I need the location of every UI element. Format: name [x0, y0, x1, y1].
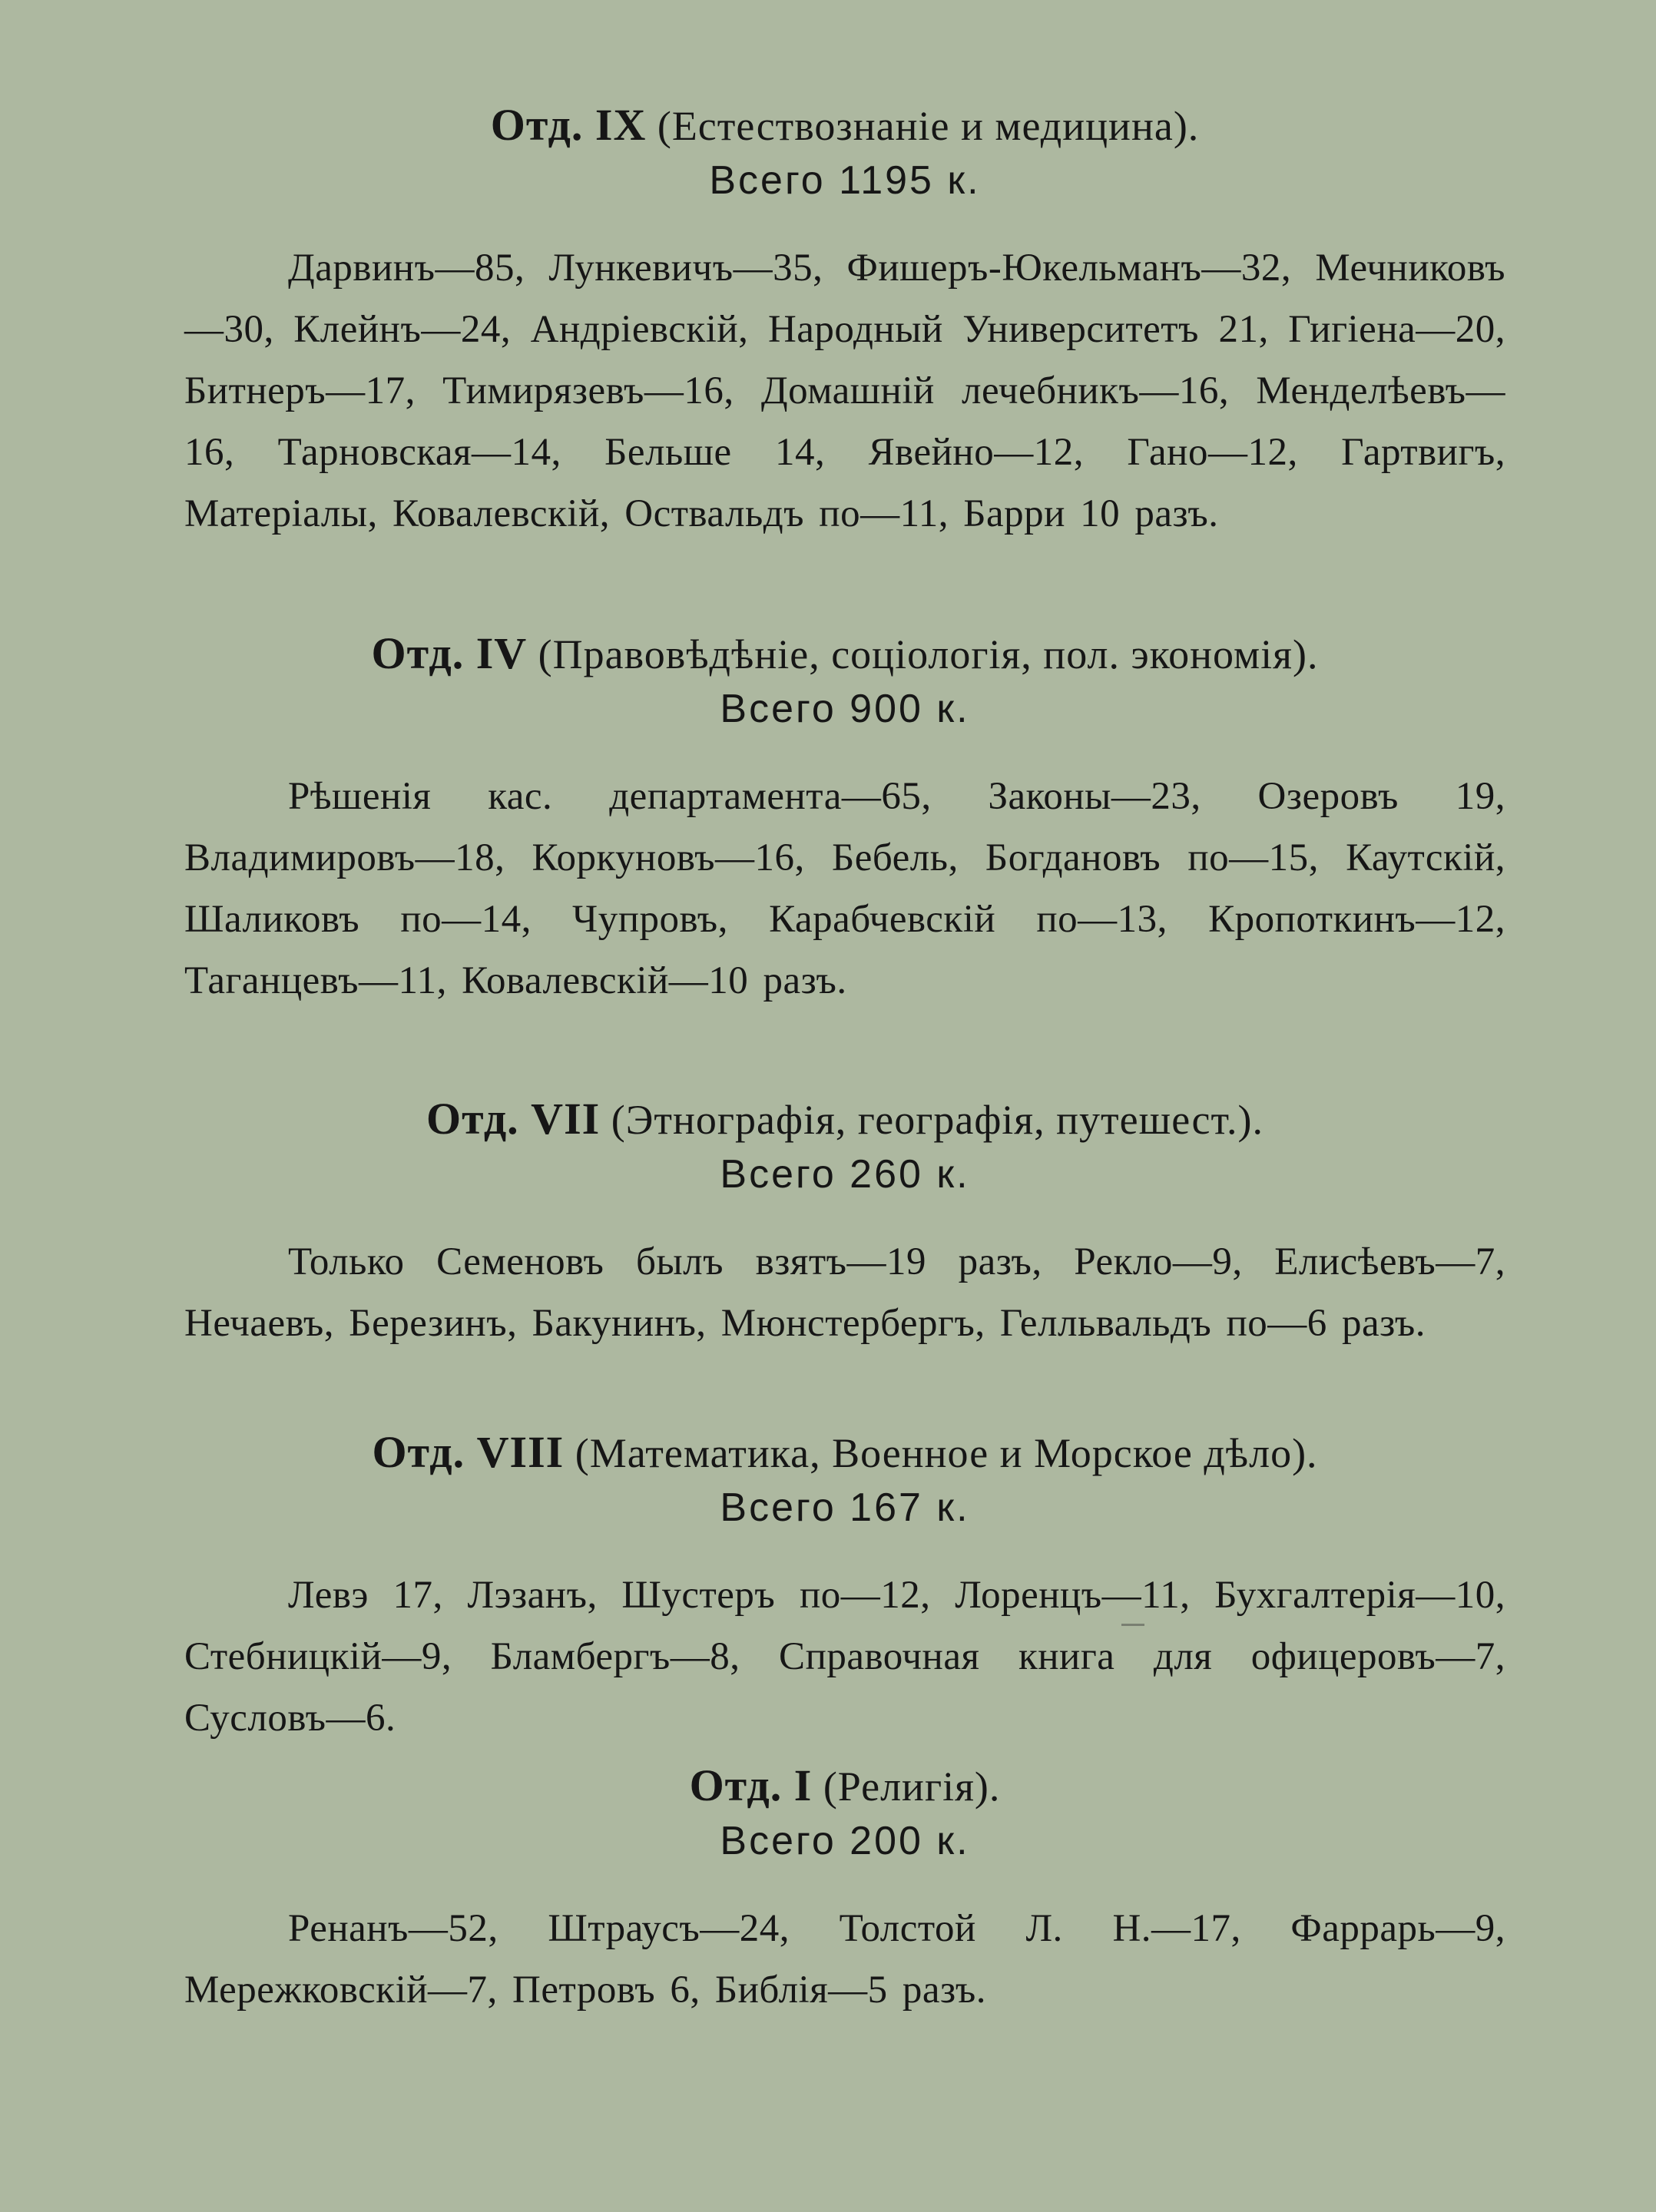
- department-total: Всего 167 к.: [720, 1485, 970, 1530]
- section-body-text: Левэ 17, Лэзанъ, Шустеръ по—12, Лоренцъ—11, Бухгалтерія—10, Стебницкій—9, Бламбергъ—8, Справочная книга для офицеровъ—7, Сусловъ—6.: [184, 1574, 1505, 1740]
- department-description: (Религія).: [823, 1763, 1001, 1810]
- section-dept-ix: [184, 98, 1505, 545]
- department-description: (Естествознаніе и медицина).: [657, 103, 1200, 149]
- department-description: (Правовѣдѣніе, соціологія, пол. экономія).: [538, 631, 1319, 677]
- department-number: Отд. VIII: [372, 1427, 565, 1477]
- section-heading: [184, 1092, 1505, 1147]
- department-description: (Этнографія, географія, путешест.).: [611, 1097, 1264, 1143]
- department-number: Отд. IX: [490, 100, 647, 150]
- section-dept-viii: [184, 1426, 1505, 1749]
- department-total: Всего 260 к.: [720, 1152, 970, 1197]
- section-heading: [184, 98, 1505, 153]
- department-description: (Математика, Военное и Морское дѣло).: [575, 1430, 1318, 1476]
- department-total: Всего 200 к.: [720, 1819, 970, 1863]
- department-number: Отд. IV: [371, 628, 528, 678]
- section-heading: [184, 1426, 1505, 1480]
- department-total: Всего 1195 к.: [709, 158, 981, 203]
- ink-speck: [1121, 1624, 1144, 1626]
- section-body-text: Ренанъ—52, Штраусъ—24, Толстой Л. Н.—17, Фаррарь—9, Мережковскій—7, Петровъ 6, Библія—5 разъ.: [184, 1907, 1505, 2012]
- department-number: Отд. VII: [426, 1094, 601, 1144]
- section-dept-i: [184, 1759, 1505, 2021]
- section-body-text: Рѣшенія кас. департамента—65, Законы—23, Озеровъ 19, Владимировъ—18, Коркуновъ—16, Бебель, Богдановъ по—15, Каутскій, Шаликовъ по—14, Чупровъ, Карабчевскій по—13, Кропоткинъ—12, Таганцевъ—11, Ковалевскій—10 разъ.: [184, 775, 1505, 1002]
- section-dept-iv: [184, 627, 1505, 1012]
- section-heading: [184, 627, 1505, 681]
- section-body-text: Дарвинъ—85, Лункевичъ—35, Фишеръ-Юкельманъ—32, Мечниковъ—30, Клейнъ—24, Андріевскій, Народный Университетъ 21, Гигіена—20, Битнеръ—17, Тимирязевъ—16, Домашній лечебникъ—16, Менделѣевъ—16, Тарновская—14, Бельше 14, Явейно—12, Гано—12, Гартвигъ, Матеріалы, Ковалевскій, Оствальдъ по—11, Барри 10 разъ.: [184, 247, 1505, 535]
- section-body-text: Только Семеновъ былъ взятъ—19 разъ, Рекло—9, Елисѣевъ—7, Нечаевъ, Березинъ, Бакунинъ, Мюнстербергъ, Гелльвальдъ по—6 разъ.: [184, 1240, 1505, 1345]
- section-dept-vii: [184, 1092, 1505, 1354]
- section-heading: [184, 1759, 1505, 1813]
- department-total: Всего 900 к.: [720, 687, 970, 731]
- department-number: Отд. I: [689, 1760, 813, 1810]
